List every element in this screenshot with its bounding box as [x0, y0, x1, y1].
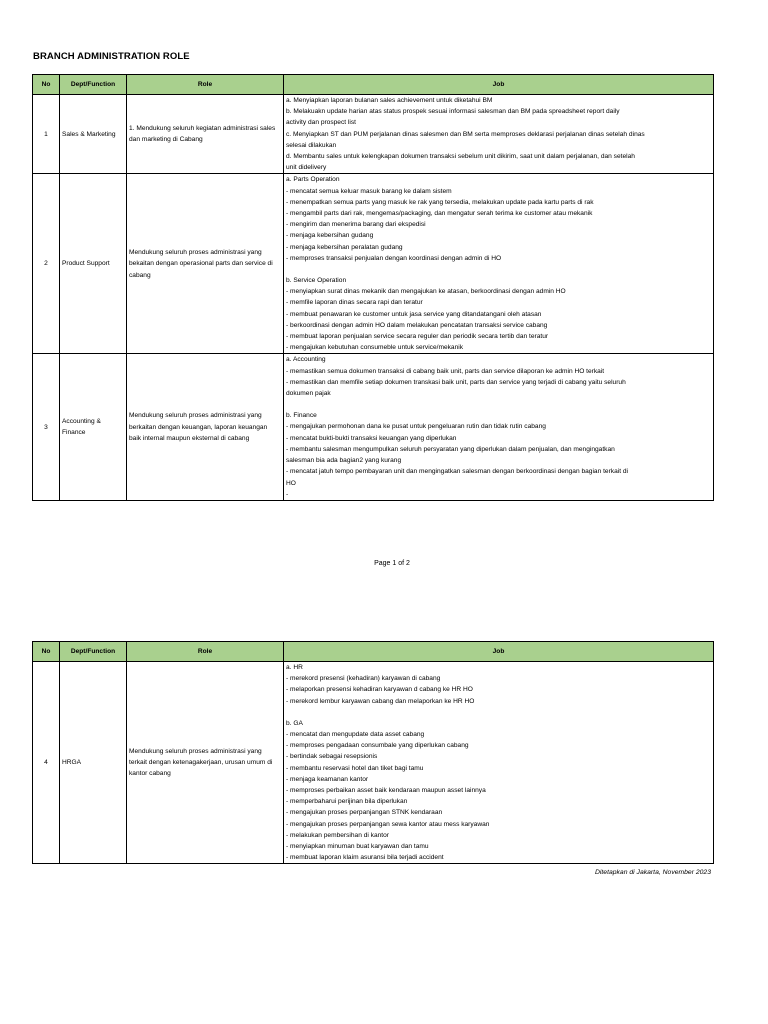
job-line: - memperbaharui perijinan bila diperlukan: [286, 798, 408, 806]
table-row: [33, 95, 714, 174]
table-row: [33, 354, 714, 500]
job-line: - memastikan semua dokumen transaksi di cabang baik unit, parts dan service dilaporan ke admin HO terkait: [286, 367, 605, 375]
job-line: [286, 707, 711, 718]
row-role: Mendukung seluruh proses administrasi yang bekaitan dengan operasional parts dan service di cabang: [127, 174, 284, 354]
table-row: [33, 174, 714, 354]
job-line: - mencatat bukti-bukti transaksi keuangan yang diperlukan: [286, 434, 457, 442]
job-line: - mengambil parts dari rak, mengemas/packaging, dan mengatur serah terima ke customer atau mekanik: [286, 210, 593, 218]
job-line: - mengajukan permohonan dana ke pusat untuk pengeluaran rutin dan tidak rutin cabang: [286, 423, 546, 431]
row-dept: Sales & Marketing: [60, 95, 127, 174]
job-line: - mencatat semua keluar masuk barang ke dalam sistem: [286, 187, 452, 195]
header-dept: Dept/Function: [60, 642, 127, 662]
job-line: - menempatkan semua parts yang masuk ke rak yang tersedia, melakukan update pada kartu parts di rak: [286, 198, 594, 206]
page-number: Page 1 of 2: [374, 560, 410, 567]
job-line: - mencatat jatuh tempo pembayaran unit dan mengingatkan salesman dengan berkoordinasi dengan bagian terkait di: [286, 468, 628, 476]
row-job: [284, 662, 714, 864]
job-line: - memproses pengadaan consumbale yang diperlukan cabang: [286, 742, 469, 750]
footer-note: Ditetapkan di Jakarta, November 2023: [595, 869, 711, 876]
job-line: - menjaga keamanan kantor: [286, 775, 369, 783]
row-dept: Product Support: [60, 174, 127, 354]
job-line: - membuat laporan penjualan service secara reguler dan periodik secara tertib dan teratur: [286, 333, 549, 341]
job-line: -: [286, 490, 289, 498]
job-line: b. Melakuakn update harian atas status prospek sesuai informasi salesman dan BM pada spreadsheet report daily: [286, 108, 620, 116]
table-header-row: [33, 642, 714, 662]
job-line: b. Service Operation: [286, 277, 347, 285]
job-line: - mengirim dan menerima barang dari ekspedisi: [286, 221, 426, 229]
job-line: - melaporkan presensi kehadiran karyawan d cabang ke HR HO: [286, 686, 473, 694]
job-line: a. Accounting: [286, 356, 326, 364]
header-role: Role: [127, 642, 284, 662]
job-line: - merekord presensi (kehadiran) karyawan di cabang: [286, 675, 441, 683]
job-line: b. GA: [286, 719, 303, 727]
table-row: [33, 662, 714, 864]
job-line: - memfile laporan dinas secara rapi dan teratur: [286, 299, 423, 307]
job-line: salesman bia ada bagian2 yang kurang: [286, 457, 402, 465]
row-dept: HRGA: [60, 662, 127, 864]
job-line: - mengajukan proses perpanjangan sewa kantor atau mess karyawan: [286, 820, 490, 828]
job-line: - menjaga kebersihan gudang: [286, 232, 374, 240]
job-line: - melakukan pembersihan di kantor: [286, 831, 389, 839]
job-line: - menyiapkan surat dinas mekanik dan mengajukan ke atasan, berkoordinasi dengan admin HO: [286, 288, 566, 296]
job-line: - menjaga kebersihan peralatan gudang: [286, 243, 403, 251]
job-line: [286, 264, 711, 275]
row-role: Mendukung seluruh proses administrasi yang terkait dengan ketenagakerjaan, urusan umum di kantor cabang: [127, 662, 284, 864]
job-line: - mencatat dan mengupdate data asset cabang: [286, 731, 425, 739]
job-line: - mengajukan proses perpanjangan STNK kendaraan: [286, 809, 443, 817]
job-line: - membuat laporan klaim asuransi bila terjadi accident: [286, 854, 444, 862]
row-job: [284, 174, 714, 354]
header-dept: Dept/Function: [60, 75, 127, 95]
row-role: 1. Mendukung seluruh kegiatan administrasi sales dan marketing di Cabang: [127, 95, 284, 174]
row-role: Mendukung seluruh proses administrasi yang berkaitan dengan keuangan, laporan keuangan baik internal maupun eksternal di cabang: [127, 354, 284, 500]
job-line: unit didelivery: [286, 164, 327, 172]
job-line: - menyiapkan minuman buat karyawan dan tamu: [286, 843, 429, 851]
job-line: activity dan prospect list: [286, 119, 356, 127]
job-line: dokumen pajak: [286, 390, 331, 398]
job-line: - merekord lembur karyawan cabang dan melaporkan ke HR HO: [286, 697, 475, 705]
header-no: No: [33, 75, 60, 95]
job-line: c. Menyiapkan ST dan PUM perjalanan dinas salesmen dan BM serta memproses deklarasi perjalanan dinas setelah dinas: [286, 130, 645, 138]
row-no: 4: [33, 662, 60, 864]
row-dept: Accounting & Finance: [60, 354, 127, 500]
job-line: a. HR: [286, 664, 303, 671]
header-job: Job: [284, 642, 714, 662]
role-table-page-1: [32, 74, 714, 501]
table-header-row: [33, 75, 714, 95]
header-role: Role: [127, 75, 284, 95]
row-no: 2: [33, 174, 60, 354]
job-line: - membantu reservasi hotel dan tiket bagi tamu: [286, 764, 424, 772]
row-job: [284, 354, 714, 500]
row-no: 1: [33, 95, 60, 174]
job-line: - membuat penawaran ke customer untuk jasa service yang ditandatangani oleh atasan: [286, 310, 542, 318]
row-job: [284, 95, 714, 174]
job-line: - membantu salesman mengumpulkan seluruh persyaratan yang diperlukan dalam penjualan, dan mengingatkan: [286, 445, 615, 453]
job-line: - mengajukan kebutuhan consumeble untuk service/mekanik: [286, 344, 464, 352]
row-no: 3: [33, 354, 60, 500]
job-line: d. Membantu sales untuk kelengkapan dokumen transaksi sebelum unit dikirim, saat unit dalam perjalanan, dan setelah: [286, 153, 635, 161]
job-line: - memproses perbaikan asset baik kendaraan maupun asset lainnya: [286, 787, 486, 795]
job-line: - berkoordinasi dengan admin HO dalam melakukan pencatatan transaksi service cabang: [286, 321, 548, 329]
header-no: No: [33, 642, 60, 662]
job-line: selesai dilakukan: [286, 141, 337, 149]
job-line: - bertindak sebagai resepsionis: [286, 753, 378, 761]
job-line: b. Finance: [286, 412, 317, 420]
job-line: a. Menyiapkan laporan bulanan sales achievement untuk diketahui BM: [286, 97, 493, 104]
header-job: Job: [284, 75, 714, 95]
job-line: [286, 399, 711, 410]
job-line: HO: [286, 479, 296, 487]
role-table-page-2: [32, 641, 714, 864]
job-line: - memproses transaksi penjualan dengan koordinasi dengan admin di HO: [286, 254, 502, 262]
document-title: BRANCH ADMINISTRATION ROLE: [33, 51, 190, 62]
job-line: - memastikan dan memfile setiap dokumen transkasi baik unit, parts dan service yang terjadi di cabang yaitu seluruh: [286, 378, 626, 386]
job-line: a. Parts Operation: [286, 176, 340, 184]
